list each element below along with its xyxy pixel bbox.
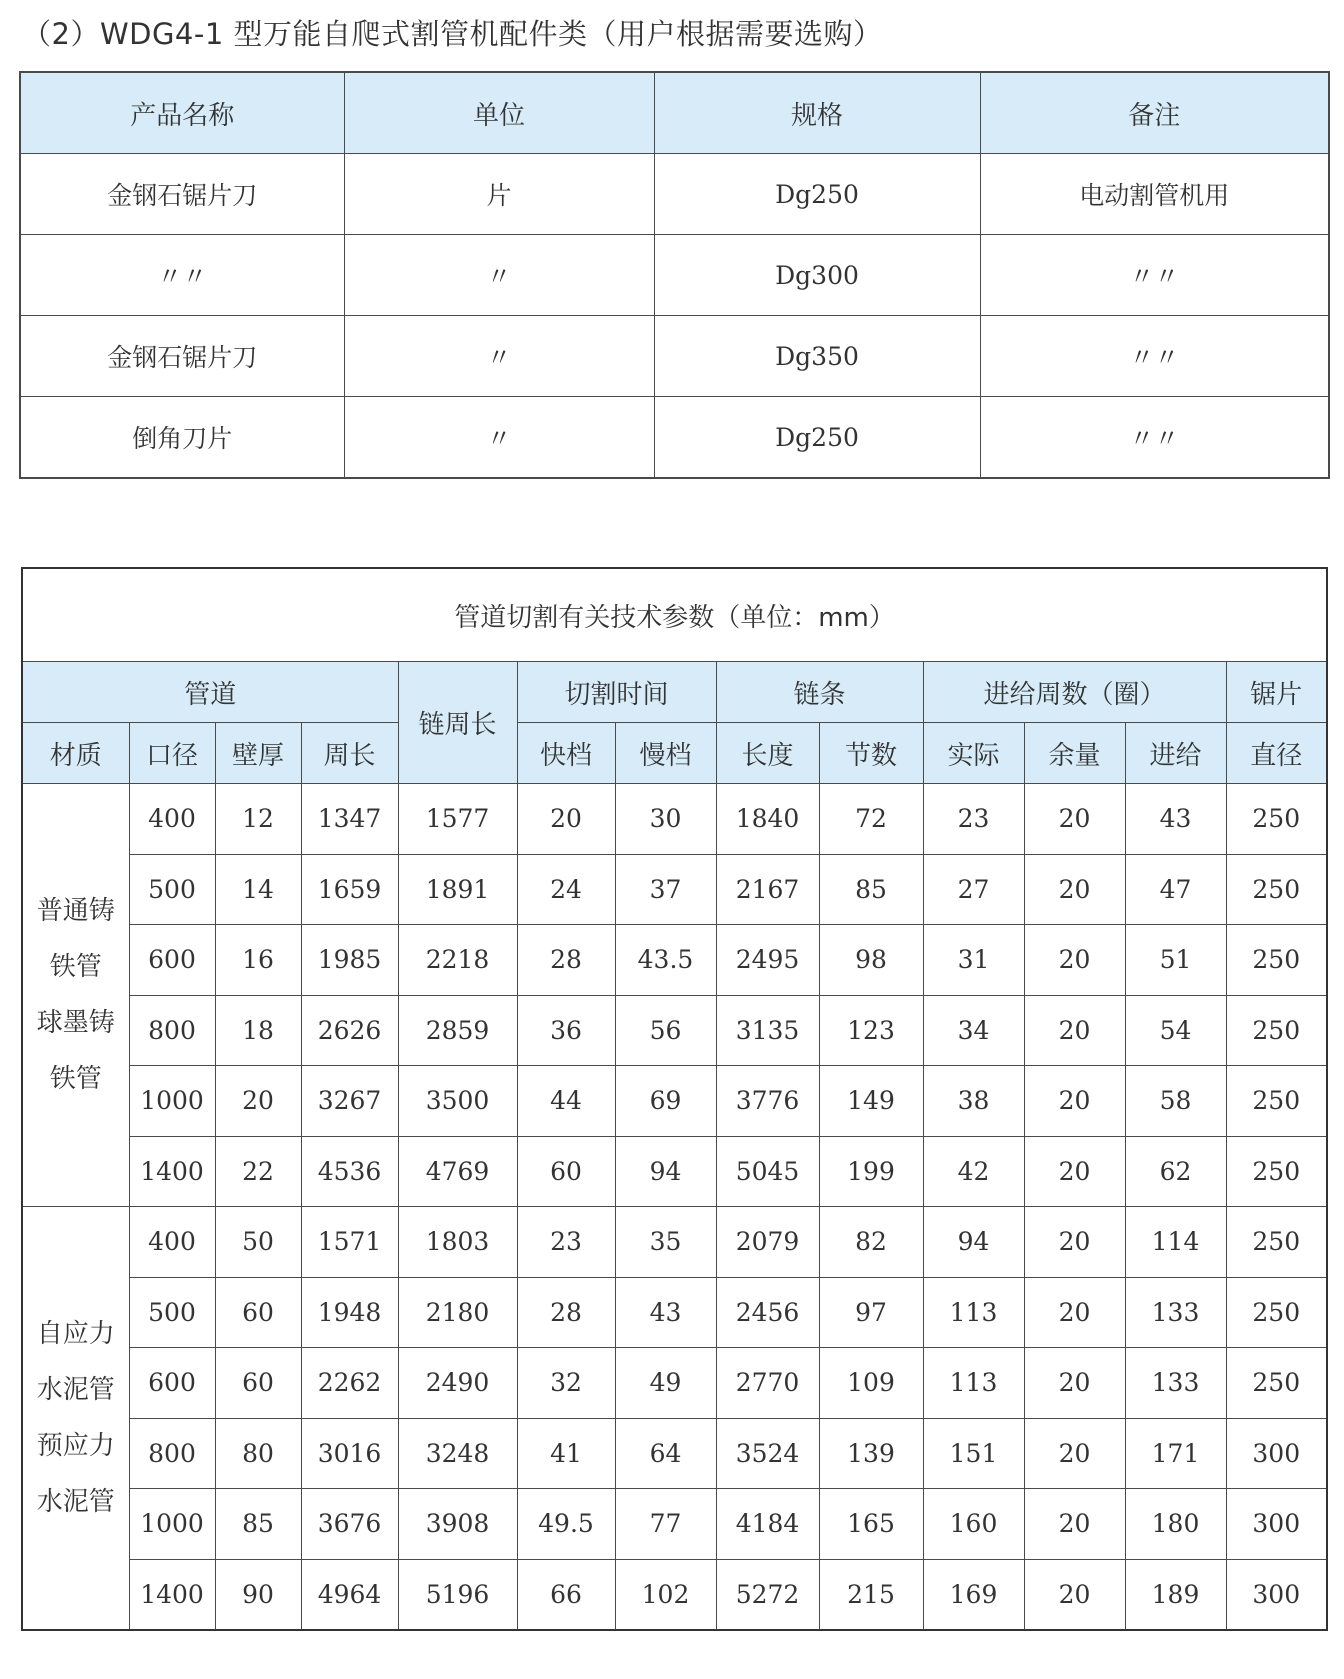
- material-line: 铁管: [49, 952, 102, 982]
- chain-circ-cell: 1891: [398, 854, 517, 925]
- header-fast-gear: 快档: [517, 723, 615, 784]
- slow-cell: 43.5: [615, 925, 716, 996]
- section-heading: （2）WDG4-1 型万能自爬式割管机配件类（用户根据需要选购）: [22, 17, 883, 51]
- margin-cell: 20: [1024, 1559, 1125, 1630]
- feed-cell: 180: [1125, 1489, 1226, 1560]
- header-remark: 备注: [980, 72, 1329, 154]
- margin-cell: 20: [1024, 1207, 1125, 1278]
- chain-links-cell: 165: [819, 1489, 923, 1560]
- margin-cell: 20: [1024, 925, 1125, 996]
- remark-cell: 〃〃: [980, 316, 1329, 397]
- remark-cell: 〃〃: [980, 235, 1329, 316]
- saw-diameter-cell: 250: [1226, 1348, 1327, 1419]
- header-material: 材质: [22, 723, 129, 784]
- header-diameter: 口径: [129, 723, 215, 784]
- diameter-cell: 1400: [129, 1136, 215, 1207]
- header-feed: 进给: [1125, 723, 1226, 784]
- perimeter-cell: 4964: [301, 1559, 398, 1630]
- saw-diameter-cell: 300: [1226, 1418, 1327, 1489]
- remark-cell: 〃〃: [980, 397, 1329, 479]
- wall-cell: 18: [215, 995, 301, 1066]
- header-saw: 锯片: [1226, 662, 1327, 723]
- wall-cell: 60: [215, 1277, 301, 1348]
- chain-circ-cell: 3908: [398, 1489, 517, 1560]
- chain-links-cell: 123: [819, 995, 923, 1066]
- fast-cell: 23: [517, 1207, 615, 1278]
- perimeter-cell: 4536: [301, 1136, 398, 1207]
- margin-cell: 20: [1024, 1348, 1125, 1419]
- actual-cell: 169: [923, 1559, 1024, 1630]
- header-margin: 余量: [1024, 723, 1125, 784]
- margin-cell: 20: [1024, 1277, 1125, 1348]
- table-row: [22, 1418, 1327, 1489]
- perimeter-cell: 3016: [301, 1418, 398, 1489]
- material-line: 普通铸: [36, 896, 115, 926]
- chain-length-cell: 2770: [716, 1348, 819, 1419]
- saw-diameter-cell: 300: [1226, 1489, 1327, 1560]
- spec-cell: Dg300: [654, 235, 980, 316]
- table-row: [20, 154, 1329, 235]
- slow-cell: 35: [615, 1207, 716, 1278]
- feed-cell: 133: [1125, 1348, 1226, 1419]
- fast-cell: 41: [517, 1418, 615, 1489]
- chain-circ-cell: 3248: [398, 1418, 517, 1489]
- table-row: [22, 1489, 1327, 1560]
- chain-links-cell: 85: [819, 854, 923, 925]
- unit-cell: 〃: [344, 235, 654, 316]
- perimeter-cell: 1659: [301, 854, 398, 925]
- actual-cell: 23: [923, 784, 1024, 855]
- material-cell: [22, 1207, 129, 1631]
- header-product-name: 产品名称: [20, 72, 344, 154]
- wall-cell: 90: [215, 1559, 301, 1630]
- margin-cell: 20: [1024, 1489, 1125, 1560]
- chain-circ-cell: 2180: [398, 1277, 517, 1348]
- unit-cell: 片: [344, 154, 654, 235]
- header-chain-circumference: 链周长: [398, 662, 517, 784]
- diameter-cell: 1000: [129, 1066, 215, 1137]
- table-row: [20, 316, 1329, 397]
- fast-cell: 36: [517, 995, 615, 1066]
- table-row: [20, 397, 1329, 479]
- margin-cell: 20: [1024, 1418, 1125, 1489]
- perimeter-cell: 1948: [301, 1277, 398, 1348]
- material-line: 水泥管: [36, 1375, 115, 1405]
- chain-circ-cell: 3500: [398, 1066, 517, 1137]
- table-row: [20, 235, 1329, 316]
- wall-cell: 60: [215, 1348, 301, 1419]
- fast-cell: 28: [517, 1277, 615, 1348]
- slow-cell: 102: [615, 1559, 716, 1630]
- slow-cell: 64: [615, 1418, 716, 1489]
- perimeter-cell: 1347: [301, 784, 398, 855]
- fast-cell: 28: [517, 925, 615, 996]
- slow-cell: 77: [615, 1489, 716, 1560]
- diameter-cell: 400: [129, 1207, 215, 1278]
- diameter-cell: 500: [129, 854, 215, 925]
- feed-cell: 47: [1125, 854, 1226, 925]
- slow-cell: 94: [615, 1136, 716, 1207]
- chain-circ-cell: 2490: [398, 1348, 517, 1419]
- header-saw-diameter: 直径: [1226, 723, 1327, 784]
- actual-cell: 42: [923, 1136, 1024, 1207]
- header-slow-gear: 慢档: [615, 723, 716, 784]
- perimeter-cell: 2626: [301, 995, 398, 1066]
- chain-circ-cell: 1577: [398, 784, 517, 855]
- accessories-table: [19, 71, 1330, 479]
- chain-links-cell: 149: [819, 1066, 923, 1137]
- chain-circ-cell: 1803: [398, 1207, 517, 1278]
- actual-cell: 113: [923, 1277, 1024, 1348]
- table-row: [22, 995, 1327, 1066]
- product-name-cell: 〃〃: [20, 235, 344, 316]
- table-row: [22, 1348, 1327, 1419]
- chain-links-cell: 215: [819, 1559, 923, 1630]
- chain-length-cell: 2456: [716, 1277, 819, 1348]
- product-name-cell: 倒角刀片: [20, 397, 344, 479]
- material-line: 球墨铸: [36, 1008, 115, 1038]
- material-cell: [22, 784, 129, 1207]
- material-line: 自应力: [36, 1319, 115, 1349]
- saw-diameter-cell: 250: [1226, 784, 1327, 855]
- actual-cell: 27: [923, 854, 1024, 925]
- feed-cell: 171: [1125, 1418, 1226, 1489]
- saw-diameter-cell: 250: [1226, 1277, 1327, 1348]
- header-chain-links: 节数: [819, 723, 923, 784]
- unit-cell: 〃: [344, 397, 654, 479]
- chain-links-cell: 98: [819, 925, 923, 996]
- margin-cell: 20: [1024, 1066, 1125, 1137]
- fast-cell: 24: [517, 854, 615, 925]
- feed-cell: 114: [1125, 1207, 1226, 1278]
- actual-cell: 34: [923, 995, 1024, 1066]
- chain-links-cell: 82: [819, 1207, 923, 1278]
- chain-circ-cell: 5196: [398, 1559, 517, 1630]
- wall-cell: 14: [215, 854, 301, 925]
- table-row: [22, 1136, 1327, 1207]
- saw-diameter-cell: 250: [1226, 925, 1327, 996]
- diameter-cell: 600: [129, 925, 215, 996]
- table-row: [22, 1207, 1327, 1278]
- table-row: [22, 1066, 1327, 1137]
- fast-cell: 66: [517, 1559, 615, 1630]
- perimeter-cell: 1571: [301, 1207, 398, 1278]
- wall-cell: 80: [215, 1418, 301, 1489]
- chain-links-cell: 109: [819, 1348, 923, 1419]
- actual-cell: 113: [923, 1348, 1024, 1419]
- fast-cell: 60: [517, 1136, 615, 1207]
- chain-circ-cell: 2859: [398, 995, 517, 1066]
- margin-cell: 20: [1024, 854, 1125, 925]
- actual-cell: 31: [923, 925, 1024, 996]
- saw-diameter-cell: 250: [1226, 1066, 1327, 1137]
- perimeter-cell: 3676: [301, 1489, 398, 1560]
- table-row: [22, 1559, 1327, 1630]
- wall-cell: 22: [215, 1136, 301, 1207]
- margin-cell: 20: [1024, 995, 1125, 1066]
- spec-cell: Dg250: [654, 397, 980, 479]
- product-name-cell: 金钢石锯片刀: [20, 154, 344, 235]
- header-spec: 规格: [654, 72, 980, 154]
- chain-length-cell: 4184: [716, 1489, 819, 1560]
- chain-length-cell: 5045: [716, 1136, 819, 1207]
- header-unit: 单位: [344, 72, 654, 154]
- margin-cell: 20: [1024, 784, 1125, 855]
- feed-cell: 133: [1125, 1277, 1226, 1348]
- chain-links-cell: 139: [819, 1418, 923, 1489]
- slow-cell: 37: [615, 854, 716, 925]
- feed-cell: 43: [1125, 784, 1226, 855]
- perimeter-cell: 1985: [301, 925, 398, 996]
- product-name-cell: 金钢石锯片刀: [20, 316, 344, 397]
- diameter-cell: 600: [129, 1348, 215, 1419]
- cutting-parameters-table: [21, 567, 1328, 1631]
- table-row: [22, 854, 1327, 925]
- header-pipe: 管道: [22, 662, 398, 723]
- header-wall-thickness: 壁厚: [215, 723, 301, 784]
- header-chain-length: 长度: [716, 723, 819, 784]
- feed-cell: 62: [1125, 1136, 1226, 1207]
- header-actual: 实际: [923, 723, 1024, 784]
- chain-circ-cell: 4769: [398, 1136, 517, 1207]
- saw-diameter-cell: 250: [1226, 1136, 1327, 1207]
- chain-length-cell: 2495: [716, 925, 819, 996]
- margin-cell: 20: [1024, 1136, 1125, 1207]
- saw-diameter-cell: 300: [1226, 1559, 1327, 1630]
- diameter-cell: 1400: [129, 1559, 215, 1630]
- diameter-cell: 400: [129, 784, 215, 855]
- remark-cell: 电动割管机用: [980, 154, 1329, 235]
- spec-cell: Dg350: [654, 316, 980, 397]
- actual-cell: 151: [923, 1418, 1024, 1489]
- actual-cell: 38: [923, 1066, 1024, 1137]
- fast-cell: 44: [517, 1066, 615, 1137]
- diameter-cell: 800: [129, 995, 215, 1066]
- actual-cell: 94: [923, 1207, 1024, 1278]
- diameter-cell: 800: [129, 1418, 215, 1489]
- unit-cell: 〃: [344, 316, 654, 397]
- chain-links-cell: 72: [819, 784, 923, 855]
- chain-length-cell: 2079: [716, 1207, 819, 1278]
- table-row: [22, 925, 1327, 996]
- chain-length-cell: 3135: [716, 995, 819, 1066]
- spec-cell: Dg250: [654, 154, 980, 235]
- perimeter-cell: 2262: [301, 1348, 398, 1419]
- diameter-cell: 500: [129, 1277, 215, 1348]
- diameter-cell: 1000: [129, 1489, 215, 1560]
- actual-cell: 160: [923, 1489, 1024, 1560]
- table-row: [22, 784, 1327, 855]
- wall-cell: 12: [215, 784, 301, 855]
- header-feed-turns: 进给周数（圈）: [923, 662, 1226, 723]
- wall-cell: 85: [215, 1489, 301, 1560]
- saw-diameter-cell: 250: [1226, 854, 1327, 925]
- header-perimeter: 周长: [301, 723, 398, 784]
- chain-length-cell: 1840: [716, 784, 819, 855]
- slow-cell: 56: [615, 995, 716, 1066]
- material-line: 铁管: [49, 1064, 102, 1094]
- chain-links-cell: 199: [819, 1136, 923, 1207]
- chain-links-cell: 97: [819, 1277, 923, 1348]
- slow-cell: 43: [615, 1277, 716, 1348]
- fast-cell: 49.5: [517, 1489, 615, 1560]
- chain-length-cell: 5272: [716, 1559, 819, 1630]
- feed-cell: 58: [1125, 1066, 1226, 1137]
- feed-cell: 51: [1125, 925, 1226, 996]
- header-chain: 链条: [716, 662, 923, 723]
- wall-cell: 16: [215, 925, 301, 996]
- material-line: 水泥管: [36, 1487, 115, 1517]
- feed-cell: 189: [1125, 1559, 1226, 1630]
- chain-length-cell: 3776: [716, 1066, 819, 1137]
- table-row: [22, 1277, 1327, 1348]
- slow-cell: 69: [615, 1066, 716, 1137]
- chain-circ-cell: 2218: [398, 925, 517, 996]
- saw-diameter-cell: 250: [1226, 995, 1327, 1066]
- slow-cell: 30: [615, 784, 716, 855]
- chain-length-cell: 2167: [716, 854, 819, 925]
- saw-diameter-cell: 250: [1226, 1207, 1327, 1278]
- wall-cell: 50: [215, 1207, 301, 1278]
- fast-cell: 20: [517, 784, 615, 855]
- perimeter-cell: 3267: [301, 1066, 398, 1137]
- table-title: 管道切割有关技术参数（单位：mm）: [22, 568, 1327, 662]
- feed-cell: 54: [1125, 995, 1226, 1066]
- wall-cell: 20: [215, 1066, 301, 1137]
- material-line: 预应力: [36, 1431, 115, 1461]
- slow-cell: 49: [615, 1348, 716, 1419]
- header-cut-time: 切割时间: [517, 662, 716, 723]
- fast-cell: 32: [517, 1348, 615, 1419]
- accessories-header-row: [20, 72, 1329, 154]
- chain-length-cell: 3524: [716, 1418, 819, 1489]
